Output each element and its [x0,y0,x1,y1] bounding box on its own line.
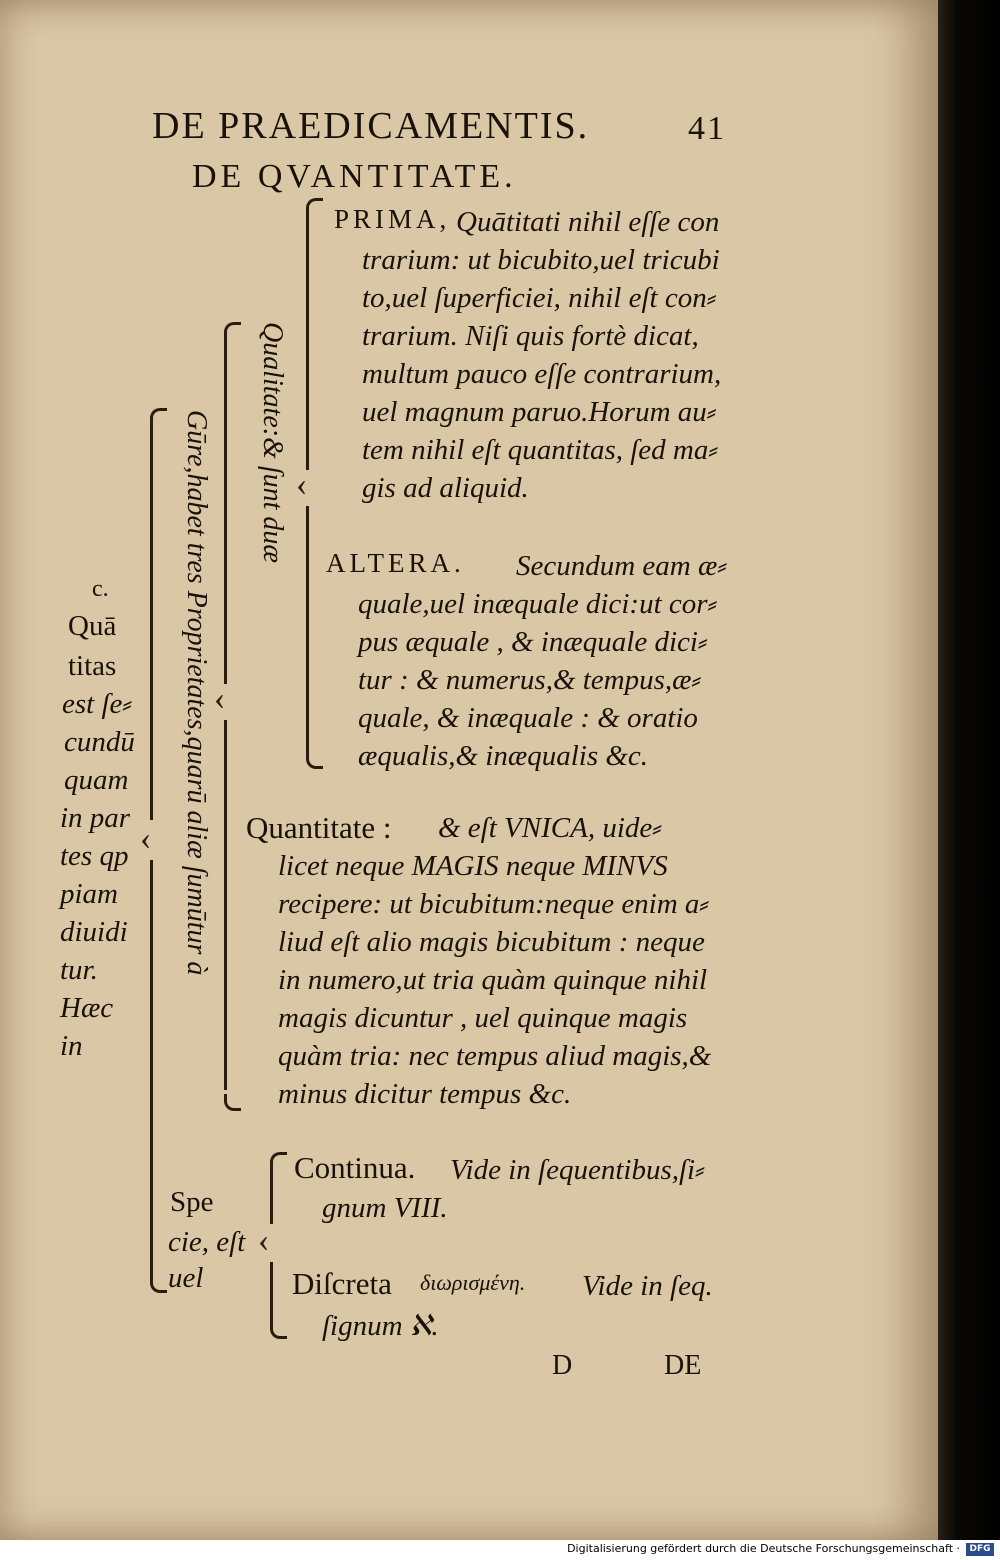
discreta-text: ſignum ℵ. [322,1310,439,1342]
dfg-logo: DFG [966,1543,994,1556]
continua-text: Vide in ſequentibus,ſi⸗ [450,1154,705,1186]
prima-line: uel magnum paruo.Horum au⸗ [362,396,717,428]
brace-middle-line [224,334,227,684]
quantitate-line: in numero,ut tria quàm quinque nihil [278,964,708,996]
running-title: DE PRAEDICAMENTIS. [152,105,590,147]
altera-line: æqualis,& inæqualis &c. [358,740,649,772]
altera-line: quale, & inæquale : & oratio [358,702,698,734]
brace-species-bottom [270,1322,287,1339]
brace-species-line [270,1164,273,1224]
continua-text: gnum VIII. [322,1192,448,1224]
brace-outer-bottom [150,1276,167,1293]
prima-line: Quātitati nihil eſſe con [456,206,720,238]
prima-line: gis ad aliquid. [362,472,529,504]
altera-line: quale,uel inæquale dici:ut cor⸗ [358,588,718,620]
brace-inner-line [306,506,309,756]
left-line: tes qp [60,840,129,872]
quantitate-line: minus dicitur tempus &c. [278,1078,572,1110]
discreta-greek: διωρισμένη. [420,1270,526,1295]
quantitate-line: liud eſt alio magis bicubitum : neque [278,926,705,958]
species-label-line: Spe [170,1186,214,1218]
left-line: c. [92,576,109,602]
prima-label: PRIMA, [334,204,451,234]
quantitate-label: Quantitate : [246,810,392,845]
section-title: DE QVANTITATE. [192,158,517,195]
left-line: in [60,1030,83,1062]
signature-mark: D [552,1350,573,1381]
quantitate-line: recipere: ut bicubitum:neque enim a⸗ [278,888,710,920]
left-line: Hæc [60,992,114,1024]
prima-line: to,uel ſuperficiei, nihil eſt con⸗ [362,282,717,314]
left-line: est ſe⸗ [62,688,133,720]
left-line: Quā [68,610,117,642]
brace-outer-line [150,860,153,1280]
left-line: piam [60,878,118,910]
left-line: cundū [64,726,135,758]
prima-line: multum pauco eſſe contrarium, [362,358,722,390]
vertical-label-inner: Qualitate:& ſunt duæ [257,322,288,564]
brace-species-point: ‹ [258,1222,270,1259]
brace-middle-point: ‹ [214,680,226,717]
brace-outer-line [150,420,153,820]
quantitate-line: quàm tria: nec tempus aliud magis,& [278,1040,712,1072]
page-number: 41 [688,110,726,147]
species-label-line: uel [168,1262,204,1294]
altera-line: pus æquale , & inæquale dici⸗ [358,626,708,658]
altera-line: tur : & numerus,& tempus,æ⸗ [358,664,702,696]
brace-middle-line [224,720,227,1090]
footer-text: Digitalisierung gefördert durch die Deutsche Forschungsgemeinschaft · [567,1542,960,1555]
catchword: DE [664,1350,702,1381]
left-line: diuidi [60,916,128,948]
left-line: in par [60,802,131,834]
quantitate-line: licet neque MAGIS neque MINVS [278,850,668,882]
vertical-label-outer: Gūre,habet tres Proprietates,quarū aliæ ſumūtur à [181,410,212,976]
brace-outer-point: ‹ [140,820,152,857]
footer-bar [0,1540,1000,1560]
left-line: tur. [60,954,98,986]
altera-label: ALTERA. [326,548,465,578]
brace-middle-bottom [224,1094,241,1111]
brace-inner-point: ‹ [296,466,308,503]
prima-line: tem nihil eſt quantitas, ſed ma⸗ [362,434,719,466]
continua-label: Continua. [294,1150,416,1185]
quantitate-line: & eſt VNICA, uide⸗ [438,812,662,844]
altera-line: Secundum eam æ⸗ [516,550,728,582]
discreta-text: Vide in ſeq. [582,1270,713,1302]
page-edge-shadow [938,0,1000,1540]
brace-inner-line [306,210,309,470]
prima-line: trarium: ut bicubito,uel tricubi [362,244,720,276]
quantitate-line: magis dicuntur , uel quinque magis [278,1002,688,1034]
discreta-label: Diſcreta [292,1266,392,1301]
prima-line: trarium. Niſi quis fortè dicat, [362,320,699,352]
brace-inner-bottom [306,752,323,769]
left-line: titas [68,650,117,682]
brace-species-line [270,1262,273,1324]
left-line: quam [64,764,129,796]
species-label-line: cie, eſt [168,1226,246,1258]
